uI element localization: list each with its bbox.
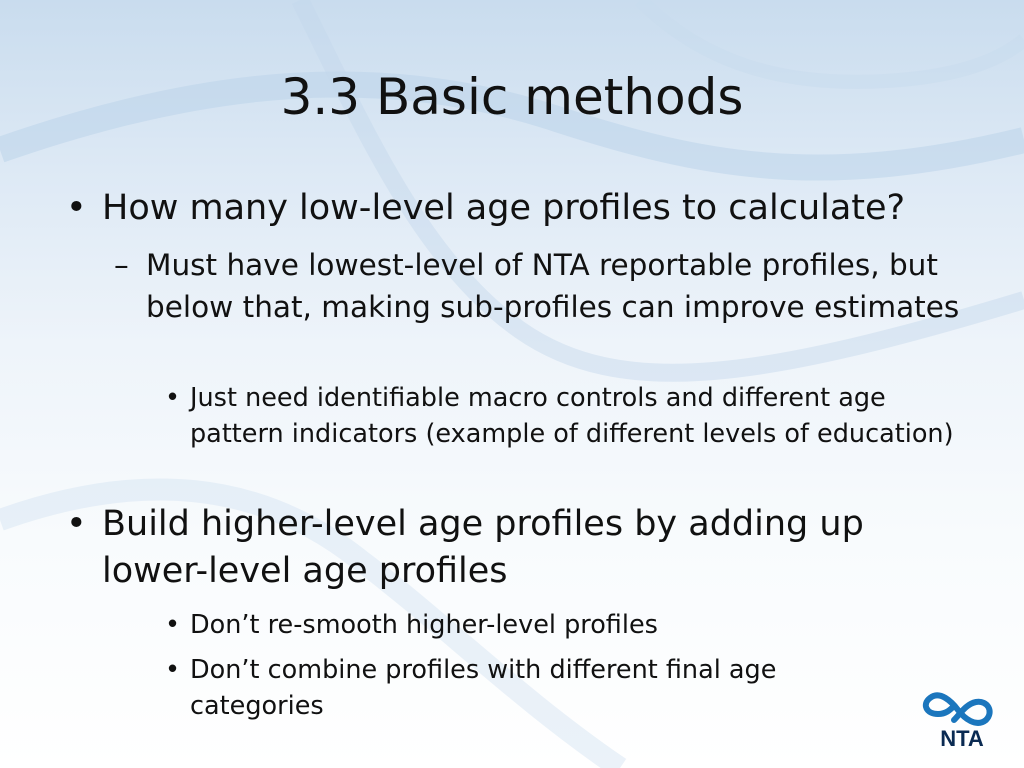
bullet-marker: • [165,383,181,413]
bullet-text: Just need identifiable macro controls and different age pattern indicators (example of different levels of education) [190,383,954,449]
bullet-level1 [66,501,946,595]
bullet-level3 [165,380,965,452]
nta-logo [918,684,1000,748]
slide-title: 3.3 Basic methods [280,68,744,126]
bullet-level2 [114,244,974,328]
bullet-level3 [165,652,885,724]
bullet-text: Must have lowest-level of NTA reportable profiles, but below that, making sub-profiles can improve estimates [146,248,960,324]
bullet-marker: • [165,610,181,640]
bullet-text: Don’t re-smooth higher-level profiles [190,610,658,640]
bullet-text: How many low-level age profiles to calculate? [102,188,906,228]
bullet-marker: • [66,504,87,544]
dash-marker: – [114,248,129,282]
bullet-text: Build higher-level age profiles by adding up lower-level age profiles [102,504,864,591]
logo-text: NTA [940,726,984,748]
bullet-marker: • [165,655,181,685]
bullet-marker: • [66,188,87,228]
bullet-level3 [165,607,925,643]
bullet-text: Don’t combine profiles with different final age categories [190,655,777,721]
bullet-level1 [66,185,966,232]
